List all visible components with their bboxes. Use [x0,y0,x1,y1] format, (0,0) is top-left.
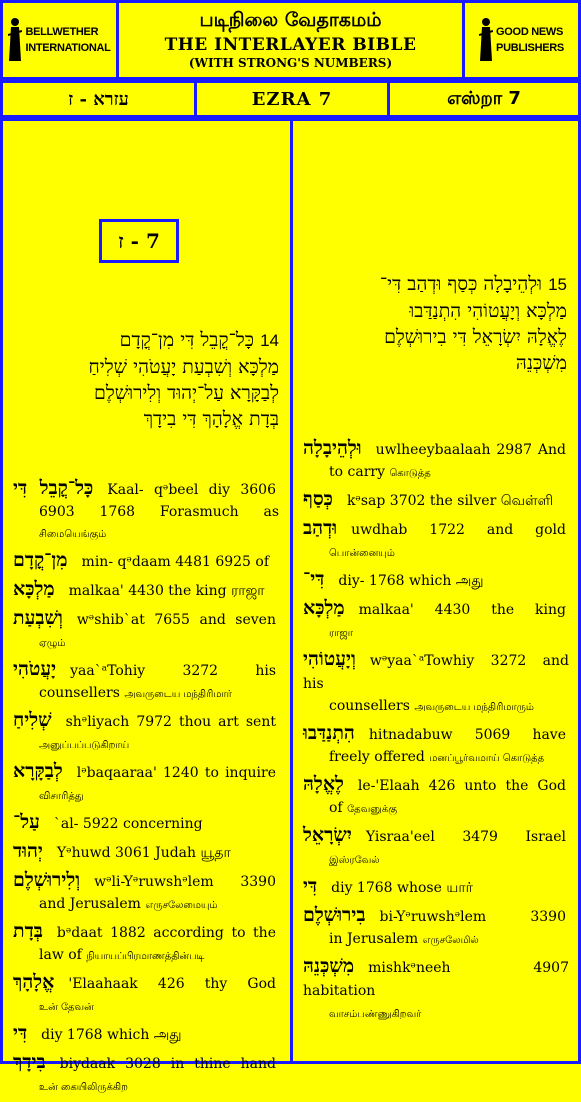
figure-icon [479,17,493,63]
tamil-gloss: அவருடைய மந்திரிமாரும் [414,702,534,713]
word-entry [13,709,279,756]
word-entry [303,568,569,593]
figure-icon [8,17,22,63]
left-logo-box [0,0,119,80]
tamil-gloss: அனுப்பப்படுகிறாய் [39,740,130,751]
hebrew-word: דִּי [13,1022,28,1044]
gloss-continuation [39,945,279,967]
verse-line: כָּל־קֳבֵל דִּי מִן־קֳדָם [119,329,255,351]
verse-number: 14 [260,331,279,350]
verse-15-text [303,271,567,376]
gloss-line: uwlheeybaalaah 2987 And [375,442,566,458]
gloss-line: yaa`ᵃTohiy 3272 his [70,663,276,679]
verse-line: לְבַקָּרָא עַל־יְהוּד וְלִירוּשְׁלֶם [94,382,279,404]
gloss-continuation [329,929,569,951]
gloss-line: wᵊyaa`ᵃTowhiy 3272 and his [303,653,569,692]
gloss-continuation [329,849,569,871]
good-news-logo [479,17,564,63]
hebrew-word: יָעֲטֹהִי [13,658,57,680]
hebrew-word: וּלְהֵיבָלָה [303,437,362,459]
word-entry [13,760,279,807]
tamil-gloss: தேவனுக்கு [347,804,398,815]
tamil-gloss: சிமையெங்கும் [39,529,107,540]
right-logo-line2: PUBLISHERS [496,42,564,54]
left-logo-line2: INTERNATIONAL [25,42,111,54]
hebrew-word: לְבַקָּרָא [13,760,63,782]
word-entry [13,549,279,574]
gloss-line: wᵊli-Yᵊruwshᵊlem 3390 [94,874,276,890]
gloss-line: malkaa' 4430 the king [358,602,566,618]
left-logo-line1: BELLWETHER [25,26,99,38]
gloss-continuation [329,1003,569,1025]
gloss-continuation [329,622,569,644]
word-entry [13,811,279,836]
hebrew-word: וּדְהַב [303,517,338,539]
word-entry [13,1051,279,1098]
book-hebrew [0,80,197,118]
left-column [0,118,293,1093]
word-entry [13,971,279,1018]
word-entry [13,578,279,603]
hebrew-word: לֶאֱלָהּ [303,773,344,795]
word-entry [303,904,569,951]
hebrew-word: מַלְכָּא [13,578,55,600]
book-hebrew-text: עזרא - ז [68,88,129,110]
tamil-gloss: ராஜா [329,628,353,639]
verse-line: מַלְכָּא וְשִׁבְעַת יָעֲטֹהִי שְׁלִיחַ [88,356,279,378]
gloss-line: mishkᵊneeh 4907 habitation [303,960,569,999]
gloss-line: counsellers [329,698,410,714]
title-english: THE INTERLAYER BIBLE [164,35,417,55]
gloss-line: lᵊbaqaaraa' 1240 to inquire [76,765,276,781]
tamil-gloss: எருசலேமில் [422,935,479,946]
gloss-continuation [39,683,279,705]
gloss-continuation [329,798,569,820]
hebrew-word: כְּסַף [303,488,333,510]
gloss-line: wᵊshib`at 7655 and seven [76,612,276,628]
gloss-line: diy- 1768 which அது [338,573,484,589]
word-entry [13,920,279,967]
gloss-continuation [39,785,279,807]
tamil-gloss: கொடுத்த [389,468,431,479]
gloss-line: shᵊliyach 7972 thou art sent [65,714,276,730]
gloss-line: hitnadabuw 5069 have [368,727,566,743]
gloss-continuation [329,696,569,718]
tamil-gloss: உன் கையிலிருக்கிற [39,1082,128,1093]
gloss-continuation [39,502,279,545]
gloss-line: freely offered [329,749,425,765]
gloss-line: kᵊsap 3702 the silver வெள்ளி [346,493,554,509]
verse-14-text [13,327,279,432]
hebrew-word: דִּי־ [303,568,325,590]
hebrew-word: אֱלָהָךְ [13,971,55,993]
tamil-gloss: அவருடைய மந்திரிமார் [124,689,232,700]
right-word-list [303,437,569,1029]
chapter-label-box [99,219,179,263]
gloss-line: bi-Yᵊruwshᵊlem 3390 [379,909,566,925]
word-entry [13,869,279,916]
word-entry [303,824,569,871]
gloss-line: law of [39,947,82,963]
word-entry [13,607,279,654]
gloss-continuation [39,734,279,756]
title-tamil: படிநிலை வேதாகமம் [199,9,382,31]
word-entry [303,722,569,769]
gloss-line: 'Elaahaak 426 thy God [68,976,276,992]
tamil-gloss: உன் தேவன் [39,1002,94,1013]
tamil-gloss: விசாரித்து [39,791,84,802]
hebrew-word: עַל־ [13,811,40,833]
book-english [194,80,390,118]
verse-line: וּלְהֵיבָלָה כְּסַף וּדְהַב דִּי־ [379,273,543,295]
hebrew-word: הִתְנַדַּבוּ [303,722,355,744]
word-entry [303,517,569,564]
word-entry [303,437,569,484]
word-entry [303,648,569,718]
gloss-continuation [39,894,279,916]
gloss-line: in Jerusalem [329,931,419,947]
hebrew-word: וְיָעֲטוֹהִי [303,648,356,670]
tamil-gloss: மனப்பூர்வமாய் கொடுத்த [429,753,545,764]
verse-line: בְּדָת אֱלָהָךְ דִּי בִידָךְ [143,408,279,430]
gloss-line: le-'Elaah 426 unto the God [357,778,566,794]
gloss-line: to carry [329,464,385,480]
verse-number: 15 [548,275,567,294]
word-entry [13,1022,279,1047]
gloss-line: of [329,800,343,816]
hebrew-word: מִן־קֳדָם [13,549,68,571]
gloss-continuation [329,462,569,484]
book-english-text: EZRA 7 [251,88,333,110]
tamil-gloss: வாசம்பண்ணுகிறவர் [329,1009,422,1020]
tamil-gloss: பொன்னையும் [329,548,395,559]
hebrew-word: דִּי [303,875,318,897]
hebrew-word: יִשְׂרָאֵל [303,824,352,846]
word-entry [13,658,279,705]
hebrew-word: מִשְׁכְּנֵהּ [303,955,355,977]
gloss-line: min- qᵊdaam 4481 6925 of [81,554,270,570]
gloss-line: diy 1768 which அது [41,1027,182,1043]
hebrew-word: שְׁלִיחַ [13,709,52,731]
right-logo-box [462,0,581,80]
gloss-line: 6903 1768 Forasmuch as [39,504,279,520]
gloss-continuation [39,632,279,654]
hebrew-word: בִירוּשְׁלֶם [303,904,366,926]
hebrew-word: וְשִׁבְעַת [13,607,63,629]
right-logo-line1: GOOD NEWS [496,26,564,38]
book-tamil-text: எஸ்றா 7 [447,87,521,109]
right-column [290,118,581,1064]
word-entry [303,773,569,820]
tamil-gloss: இஸ்ரவேல் [329,855,380,866]
word-entry [13,840,279,865]
gloss-line: Yᵊhuwd 3061 Judah யூதா [56,845,231,861]
word-entry [13,477,279,545]
hebrew-word: בִידָךְ [13,1051,46,1073]
tamil-gloss: எருசலேமையும் [145,900,218,911]
gloss-continuation [39,996,279,1018]
gloss-line: Kaal- qᵊbeel diy 3606 [107,482,276,498]
gloss-line: biydaak 3028 in thine hand [59,1056,276,1072]
gloss-line: Yisraa'eel 3479 Israel [365,829,566,845]
verse-line: מִשְׁכְּנֵהּ [515,352,567,374]
word-entry [303,955,569,1025]
gloss-line: bᵊdaat 1882 according to the [56,925,276,941]
title-subtitle: (WITH STRONG'S NUMBERS) [188,56,393,70]
gloss-line: counsellers [39,685,120,701]
hebrew-word: יְהוּד [13,840,43,862]
title-box [116,0,465,80]
hebrew-word: וְלִירוּשְׁלֶם [13,869,81,891]
gloss-continuation [329,747,569,769]
gloss-line: uwdhab 1722 and gold [351,522,566,538]
left-word-list [13,477,279,1102]
gloss-line: `al- 5922 concerning [53,816,203,832]
gloss-continuation [329,542,569,564]
word-entry [303,875,569,900]
hebrew-word: בְּדָת [13,920,43,942]
bellwether-logo [8,17,110,63]
gloss-line: diy 1768 whose யார் [331,880,473,896]
tamil-gloss: நியாயப்பிரமாணத்தின்படி [86,951,205,962]
chapter-label: 7 - ז [118,228,160,253]
verse-line: מַלְכָּא וְיָעֲטוֹהִי הִתְנַדַּבוּ [409,300,567,322]
gloss-line: malkaa' 4430 the king ராஜா [68,583,265,599]
gloss-line: and Jerusalem [39,896,141,912]
tamil-gloss: ஏழும் [39,638,66,649]
word-entry [303,597,569,644]
verse-line: לֶאֱלָהּ יִשְׂרָאֵל דִּי בִירוּשְׁלֶם [384,326,567,348]
book-tamil [387,80,581,118]
word-entry [303,488,569,513]
hebrew-word: כָּל־קֳבֵל דִּי [13,477,94,499]
hebrew-word: מַלְכָּא [303,597,345,619]
gloss-continuation [39,1076,279,1098]
